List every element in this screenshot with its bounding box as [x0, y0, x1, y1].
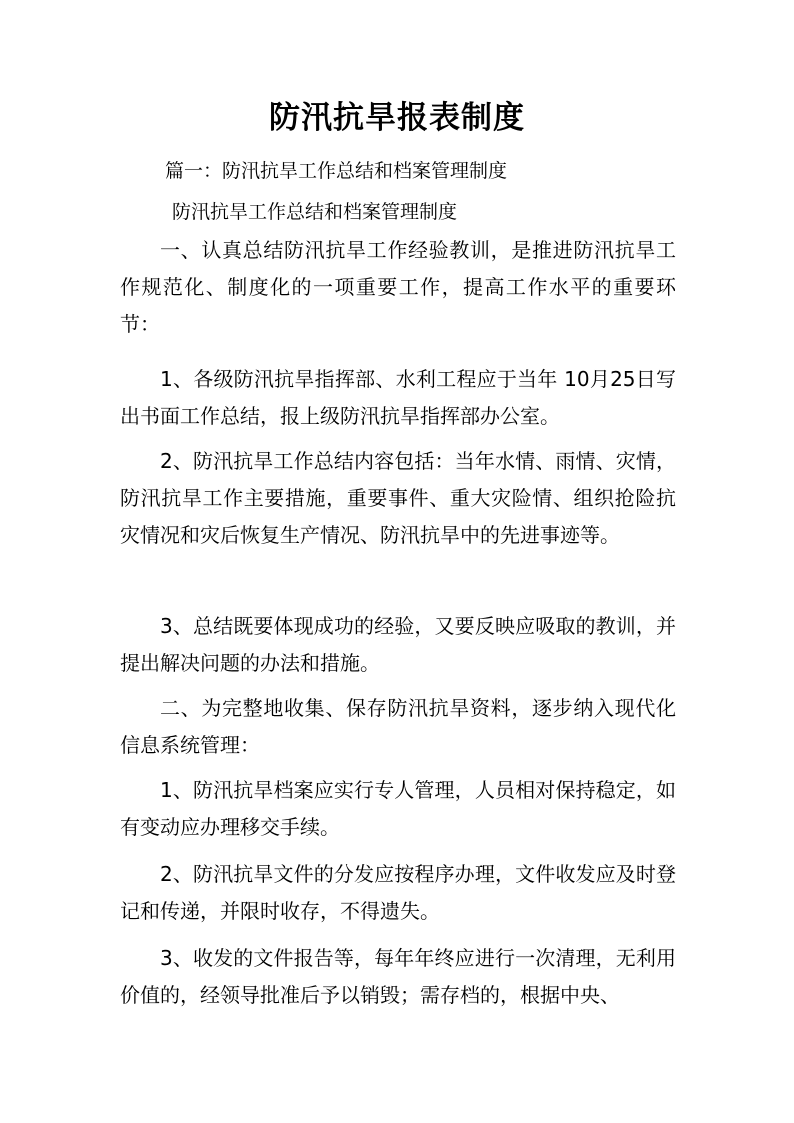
paragraph: 二、为完整地收集、保存防汛抗旱资料，逐步纳入现代化信息系统管理： [120, 696, 676, 757]
paragraph: 1、各级防汛抗旱指挥部、水利工程应于当年 10月25日写出书面工作总结，报上级防汛抗旱指挥部办公室。 [120, 367, 676, 428]
chapter-heading: 篇一：防汛抗旱工作总结和档案管理制度 [165, 160, 508, 182]
paragraph: 3、总结既要体现成功的经验，又要反映应吸取的教训，并提出解决问题的办法和措施。 [120, 614, 676, 675]
paragraph: 1、防汛抗旱档案应实行专人管理，人员相对保持稳定，如有变动应办理移交手续。 [120, 778, 676, 839]
paragraph: 2、防汛抗旱工作总结内容包括：当年水情、雨情、灾情，防汛抗旱工作主要措施，重要事件、重大灾险情、组织抢险抗灾情况和灾后恢复生产情况、防汛抗旱中的先进事迹等。 [120, 449, 676, 547]
paragraph: 3、收发的文件报告等，每年年终应进行一次清理，无利用价值的，经领导批准后予以销毁；需存档的，根据中央、 [120, 946, 676, 1007]
paragraph: 2、防汛抗旱文件的分发应按程序办理，文件收发应及时登记和传递，并限时收存，不得遗失。 [120, 862, 676, 923]
page-title: 防汛抗旱报表制度 [269, 100, 525, 136]
paragraph: 一、认真总结防汛抗旱工作经验教训，是推进防汛抗旱工作规范化、制度化的一项重要工作，提高工作水平的重要环节： [120, 238, 676, 336]
section-heading: 防汛抗旱工作总结和档案管理制度 [172, 201, 458, 223]
